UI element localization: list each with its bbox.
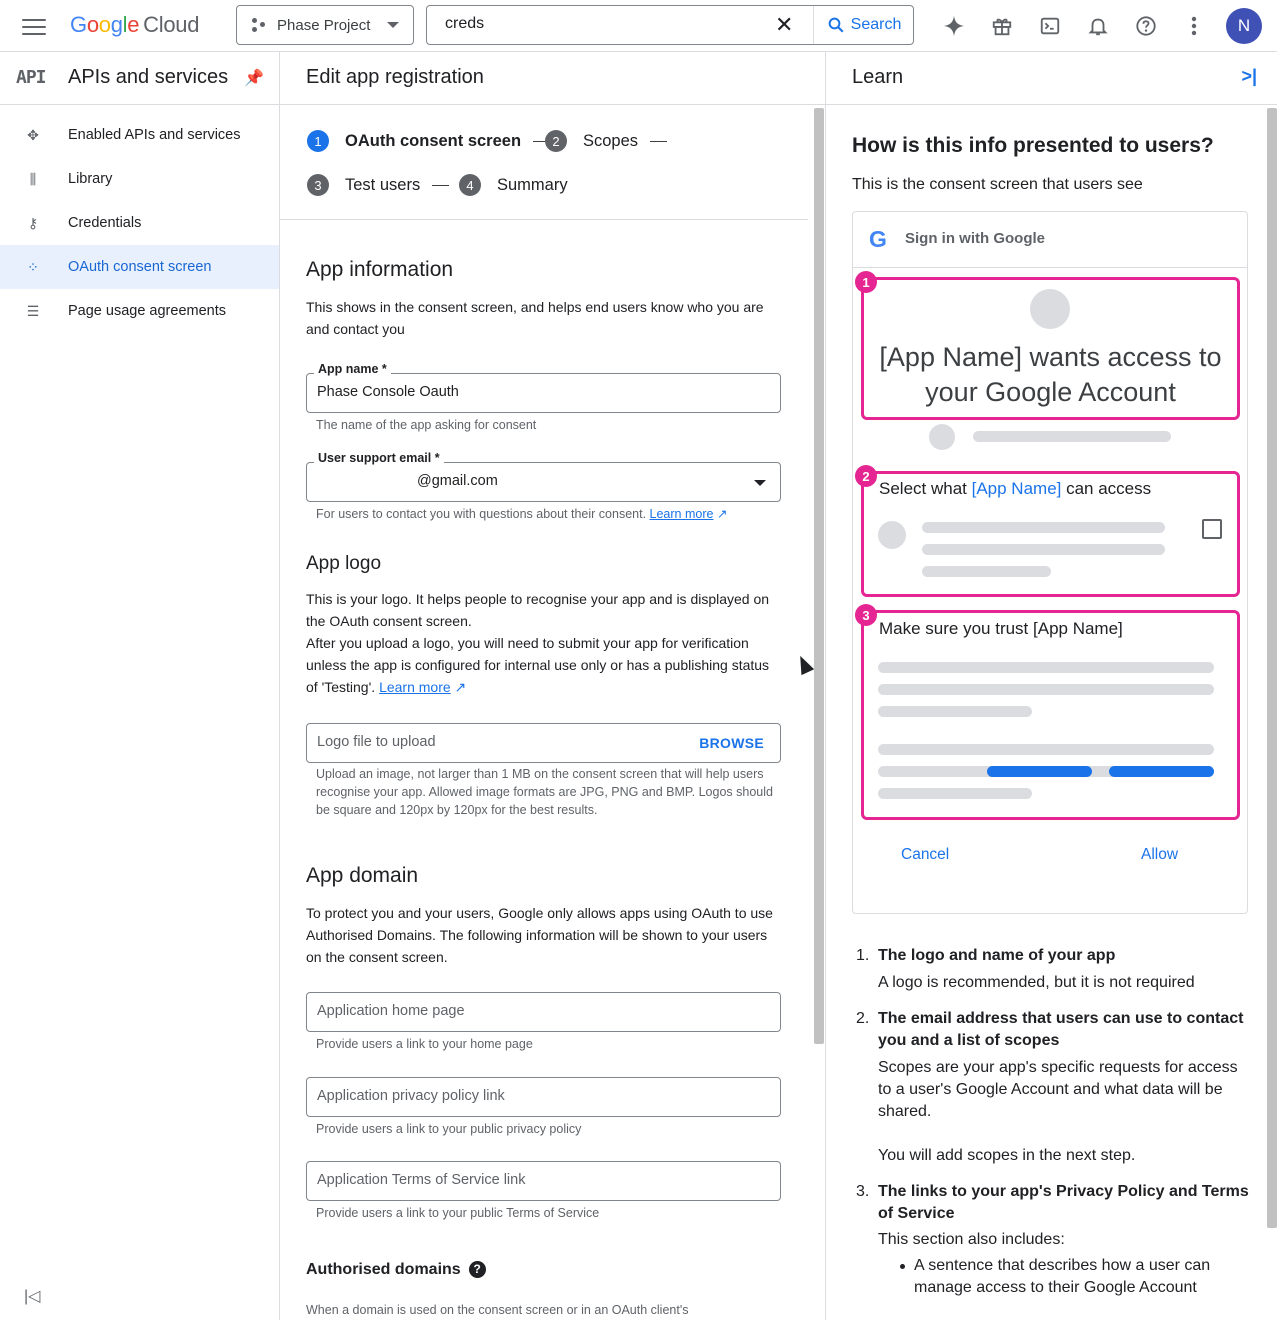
search-button-label: Search (850, 16, 902, 33)
logo-upload-field[interactable] (306, 723, 781, 763)
preview-header (853, 212, 1247, 268)
learn-more-link[interactable]: Learn more (379, 679, 451, 695)
preview-section-1 (861, 274, 1240, 420)
scrollbar[interactable] (1267, 108, 1277, 1228)
home-page-placeholder: Application home page (317, 1003, 465, 1019)
page-title: Edit app registration (280, 52, 825, 105)
app-info-heading: App information (306, 258, 454, 281)
learn-heading: How is this info presented to users? (852, 134, 1214, 157)
consent-icon: ⁘ (27, 258, 39, 275)
section-badge: 3 (855, 604, 877, 626)
section-badge: 2 (855, 465, 877, 487)
skeleton-line (922, 522, 1165, 533)
skeleton-line (878, 788, 1032, 799)
authorised-domains-desc: When a domain is used on the consent screen or in an OAuth client's (306, 1303, 689, 1317)
sidebar-item-library[interactable]: ⫼ Library (0, 157, 279, 201)
chevron-down-icon (387, 22, 399, 28)
open-in-new-icon: ↗ (716, 507, 728, 521)
notifications-icon[interactable] (1074, 8, 1122, 44)
browse-button[interactable]: BROWSE (699, 735, 764, 751)
step-number: 1 (307, 130, 329, 152)
terms-of-service-hint: Provide users a link to your public Terms of Service (316, 1206, 600, 1220)
app-logo-placeholder (1030, 289, 1070, 329)
sidebar-item-page-usage[interactable]: ☰ Page usage agreements (0, 289, 279, 333)
terms-link-placeholder (1109, 766, 1214, 777)
skeleton-line (922, 544, 1165, 555)
close-panel-icon[interactable]: >| (1241, 66, 1257, 86)
app-name-value: Phase Console Oauth (317, 384, 459, 400)
logo-upload-hint: Upload an image, not larger than 1 MB on the consent screen that will help users recognise your app. Allowed image formats are JPG, PNG and BMP. Logos should be square and 120px by 120px for the best results. (316, 767, 773, 817)
learn-subheading: This is the consent screen that users see (852, 176, 1143, 193)
library-icon: ⫼ (29, 170, 37, 187)
help-icon[interactable]: ? (469, 1261, 486, 1278)
privacy-policy-hint: Provide users a link to your public privacy policy (316, 1122, 582, 1136)
app-domain-desc: To protect you and your users, Google only allows apps using OAuth to use Authorised Domains. The following information will be shown to your users on the consent screen. (306, 905, 773, 965)
nav-title: APIs and services (68, 66, 229, 88)
app-logo-heading: App logo (306, 553, 382, 574)
learn-panel (826, 52, 1277, 1320)
app-domain-heading: App domain (306, 864, 419, 887)
consent-screen-preview (852, 211, 1248, 914)
skeleton-line (878, 684, 1214, 695)
step-number: 2 (545, 130, 567, 152)
learn-list (852, 945, 1252, 1313)
top-actions (930, 8, 1262, 44)
sidebar-item-enabled-apis[interactable]: ✥ Enabled APIs and services (0, 113, 279, 157)
open-in-new-icon: ↗ (454, 679, 467, 695)
support-email-label: User support email * (314, 451, 444, 465)
scope-icon-placeholder (878, 521, 906, 549)
skeleton-line (878, 662, 1214, 673)
support-email-select[interactable] (306, 451, 781, 502)
privacy-policy-field[interactable] (306, 1077, 781, 1117)
preview-section-2 (861, 468, 1240, 597)
project-picker[interactable] (236, 5, 414, 45)
settings-list-icon: ☰ (26, 302, 40, 319)
key-icon: ⚷ (27, 214, 39, 231)
search-input[interactable] (445, 15, 765, 33)
left-nav (0, 52, 280, 1320)
main-content (280, 52, 826, 1320)
step-label: Test users (345, 175, 421, 194)
learn-title: Learn (852, 66, 904, 88)
step-label: Scopes (583, 131, 639, 150)
scrollbar[interactable] (814, 108, 824, 1044)
logo-upload-placeholder: Logo file to upload (317, 734, 436, 750)
clear-search-icon[interactable]: ✕ (775, 12, 794, 37)
step-label: OAuth consent screen (345, 131, 522, 150)
step-number: 3 (307, 174, 329, 196)
project-icon (251, 17, 267, 33)
main-menu-icon[interactable] (22, 16, 46, 36)
preview-section-3 (861, 607, 1240, 820)
section-badge: 1 (855, 271, 877, 293)
avatar[interactable]: N (1226, 8, 1262, 44)
help-icon[interactable] (1122, 8, 1170, 44)
skeleton-line (878, 706, 1032, 717)
support-email-hint: For users to contact you with questions about their consent. Learn more ↗ (316, 507, 728, 521)
account-email-placeholder (973, 431, 1171, 442)
gift-icon[interactable] (978, 8, 1026, 44)
list-item: 3. The links to your app's Privacy Policy and Terms of Service This section also includes: A sentence that describes how a user can manage access to their Google Account (856, 1183, 1249, 1296)
collapse-nav-icon[interactable]: |◁ (24, 1288, 41, 1305)
step-scopes[interactable] (545, 130, 667, 152)
preview-cancel-button: Cancel (901, 846, 950, 863)
search-icon (827, 16, 845, 34)
step-summary[interactable] (459, 174, 568, 196)
list-item: 2. The email address that users can use to contact you and a list of scopes Scopes are your app's specific requests for access to a user's Google Account and what data will be shared. You will add scopes in the next step. (856, 1010, 1244, 1164)
terms-of-service-field[interactable] (306, 1161, 781, 1201)
stepper-divider (280, 219, 808, 220)
list-item: 1. The logo and name of your app A logo is recommended, but it is not required (856, 947, 1195, 991)
terms-of-service-placeholder: Application Terms of Service link (317, 1172, 526, 1188)
preview-allow-button: Allow (1141, 846, 1179, 863)
step-number: 4 (459, 174, 481, 196)
app-info-desc: This shows in the consent screen, and helps end users know who you are and contact you (306, 299, 764, 337)
chevron-down-icon (754, 480, 766, 486)
skeleton-line (922, 566, 1051, 577)
preview-trust-app: Make sure you trust [App Name] (879, 619, 1123, 638)
app-name-hint: The name of the app asking for consent (316, 418, 537, 432)
app-name-field[interactable] (306, 362, 781, 413)
preview-select-access: Select what [App Name] can access (879, 479, 1152, 498)
nav-header (0, 52, 279, 105)
home-page-field[interactable] (306, 992, 781, 1032)
pin-icon[interactable]: 📌 (244, 70, 264, 87)
learn-panel-header (826, 52, 1277, 105)
scope-checkbox[interactable] (1202, 519, 1222, 539)
google-g-icon: G (869, 226, 887, 252)
home-page-hint: Provide users a link to your home page (316, 1037, 533, 1051)
sign-in-with-google: Sign in with Google (905, 230, 1045, 247)
sidebar-item-oauth-consent[interactable]: ⁘ OAuth consent screen (0, 245, 279, 289)
skeleton-line (878, 744, 1214, 755)
account-avatar-placeholder (929, 424, 955, 450)
hub-icon: ✥ (27, 126, 39, 143)
cloud-shell-icon[interactable] (1026, 8, 1074, 44)
step-oauth-consent[interactable] (307, 130, 550, 152)
privacy-link-placeholder (987, 766, 1092, 777)
support-email-value: @gmail.com (417, 473, 498, 489)
step-test-users[interactable] (307, 174, 449, 196)
preview-app-wants-access: [App Name] wants access to your Google Account (879, 342, 1222, 407)
step-label: Summary (497, 175, 568, 194)
google-cloud-logo[interactable]: Google Cloud (70, 12, 200, 37)
privacy-policy-placeholder: Application privacy policy link (317, 1088, 505, 1104)
learn-more-link[interactable]: Learn more (649, 507, 714, 521)
project-name: Phase Project (277, 16, 371, 34)
api-logo: API (16, 67, 46, 88)
gemini-icon[interactable] (930, 8, 978, 44)
app-logo-desc: This is your logo. It helps people to recognise your app and is displayed on the OAuth consent screen. After you upload a logo, you will need to submit your app for verification unless the app is configured for internal use only or has a publishing status of 'Testing'. Learn more ↗ (306, 591, 770, 695)
sidebar-item-credentials[interactable]: ⚷ Credentials (0, 201, 279, 245)
search-bar (426, 5, 914, 45)
more-vert-icon[interactable] (1170, 8, 1218, 44)
app-name-label: App name * (314, 362, 391, 376)
search-button[interactable] (813, 6, 914, 44)
top-bar (0, 0, 1277, 52)
authorised-domains-heading: Authorised domains ? (306, 1259, 784, 1281)
